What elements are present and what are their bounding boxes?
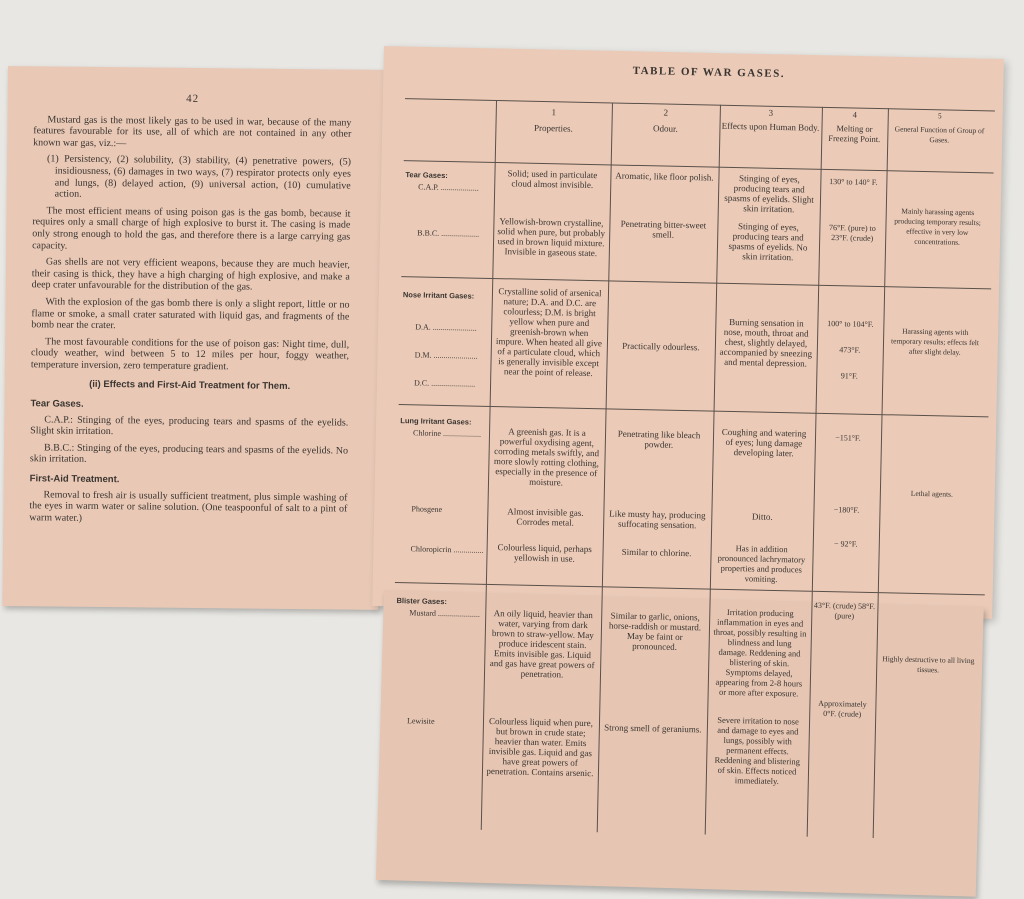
page-number: 42	[186, 92, 200, 106]
effects-phosgene: Ditto.	[751, 511, 773, 522]
paragraph-cap: C.A.P.: Stinging of the eyes, producing tears and spasms of the eyelids. Slight skin irritation.	[30, 414, 349, 438]
melting-dc: 91°F.	[840, 371, 858, 381]
gas-name-mustard: Mustard .....................	[409, 608, 481, 619]
paragraph-gas-shells: Gas shells are not very efficient weapons, because they are much heavier, their casing is thick, they have a high charging of high explosive, and make a deep crater unfavourable for the distribution of the gas.	[31, 256, 350, 293]
group-nose-irritant: Nose Irritant Gases:	[402, 290, 475, 301]
paragraph-feature-list: (1) Persistency, (2) solubility, (3) stability, (4) penetrative powers, (5) insidiousness, (6) damages in two ways, (7) respirator protects only eyes and lungs, (8) delayed action, (9) universal action, (10) cumulative action.	[46, 153, 352, 200]
properties-lewisite: Colourless liquid when pure, but brown in crude state; heavier than water. Emits invisible gas. Liquid and gas have great powers of penetration. Contains arsenic.	[486, 716, 594, 779]
melting-chlorine: −151°F.	[835, 433, 861, 443]
effects-chloropicrin: Has in addition pronounced lachrymatory properties and produces vomiting.	[717, 543, 806, 585]
effects-cap: Stinging of eyes, producing tears and spasms of eyelids. Slight skin irritation.	[724, 173, 814, 215]
effects-bbc: Stinging of eyes, producing tears and spasms of eyelids. No skin irritation.	[728, 221, 808, 263]
gas-name-dm: D.M. ......................	[414, 350, 478, 361]
properties-chloropicrin: Colourless liquid, perhaps yellowish in use.	[497, 542, 592, 564]
properties-bbc: Yellowish-brown crystalline, solid when pure, but probably used in brown liquid mixture. Invisible in gaseous state.	[497, 216, 606, 259]
group-blister: Blister Gases:	[396, 596, 448, 607]
gas-name-bbc: B.B.C. ...................	[417, 228, 480, 239]
melting-cap: 130° to 140° F.	[829, 177, 878, 188]
paragraph-first-aid: Removal to fresh air is usually sufficient treatment, plus simple washing of the eyes in warm water or saline solution. (One teaspoonful of salt to a pint of warm water.)	[29, 489, 348, 524]
gas-name-chloropicrin: Chloropicrin ...............	[410, 544, 484, 555]
paragraph-bbc: B.B.C.: Stinging of the eyes, producing tears and spasms of the eyelids. No skin irritation.	[29, 442, 349, 466]
odour-bbc: Penetrating bitter-sweet smell.	[620, 218, 707, 240]
paragraph-gas-bomb: The most efficient means of using poison gas is the gas bomb, because it requires only a small charge of high explosive to burst it. The casing is made only strong enough to hold the gas, and therefore there is a large carrying gas capacity.	[32, 205, 351, 252]
properties-chlorine: A greenish gas. It is a powerful oxydising agent, corroding metals swiftly, and more slowly rotting clothing, especially in the presence of moisture.	[493, 426, 600, 488]
melting-phosgene: −180°F.	[833, 505, 860, 515]
gas-name-lewisite: Lewisite	[406, 716, 435, 726]
group-lung-irritant: Lung Irritant Gases:	[400, 416, 472, 427]
effects-mustard: Irritation producing inflammation in eyes and throat, possibly resulting in blindness and lung damage. Reddening and blistering of skin. Symptoms delayed, appearing from 2-8 hours or more after exposure.	[713, 606, 807, 699]
odour-mustard: Similar to garlic, onions, horse-raddish or mustard. May be faint or pronounced.	[608, 610, 702, 652]
header-effects: 3 Effects upon Human Body.	[721, 107, 820, 133]
gas-name-chlorine: Chlorine ...................	[412, 428, 482, 439]
paragraph-conditions: The most favourable conditions for the use of poison gas: Night time, dull, cloudy weather, wind between 5 to 12 miles per hour, foggy weather, temperature inversion, zero temperature gradient.	[30, 336, 350, 373]
melting-dm: 473°F.	[839, 345, 861, 355]
properties-phosgene: Almost invisible gas. Corrodes metal.	[507, 506, 584, 528]
function-lung: Lethal agents.	[910, 488, 953, 499]
heading-effects: (ii) Effects and First-Aid Treatment for Them.	[89, 379, 291, 393]
melting-bbc: 76°F. (pure) to 23°F. (crude)	[828, 223, 876, 243]
odour-phosgene: Like musty hay, producing suffocating sensation.	[609, 508, 706, 531]
effects-nose: Burning sensation in nose, mouth, throat and chest, slightly delayed, accompanied by sneezing and mental depression.	[719, 316, 813, 369]
paragraph-explosion: With the explosion of the gas bomb there is only a slight report, little or no flame or smoke, a small crater saturated with liquid gas, and fragments of the bomb near the crater.	[31, 296, 350, 332]
header-melting: 4 Melting or Freezing Point.	[828, 109, 881, 145]
odour-cap: Aromatic, like floor polish.	[615, 170, 714, 183]
header-properties: 1 Properties.	[533, 107, 573, 134]
function-blister: Highly destructive to all living tissues.	[882, 654, 975, 675]
properties-cap: Solid; used in particulate cloud almost invisible.	[507, 168, 598, 191]
melting-mustard: 43°F. (crude) 58°F. (pure)	[813, 600, 876, 621]
gas-name-dc: D.C. ......................	[413, 378, 476, 389]
function-tear: Mainly harassing agents producing temporary results; effective in very low concentrations.	[894, 206, 981, 247]
gas-name-cap: C.A.P. ...................	[418, 182, 479, 193]
effects-lewisite: Severe irritation to nose and damage to eyes and lungs, possibly with permanent effects. Reddening and blistering of skin. Effects noticed immediately.	[714, 714, 801, 787]
function-nose: Harassing agents with temporary results; effects felt after slight delay.	[890, 326, 980, 357]
effects-chlorine: Coughing and watering of eyes; lung damage developing later.	[721, 426, 807, 459]
heading-tear-gases: Tear Gases.	[30, 398, 84, 410]
odour-lewisite: Strong smell of geraniums.	[604, 722, 702, 735]
properties-nose: Crystalline solid of arsenical nature; D.A. and D.C. are colourless; D.M. is bright yellow when pure and greenish-brown when impure. When heated all give of a particulate cloud, which is generally invisible except near the point of release.	[495, 286, 603, 379]
melting-chloropicrin: − 92°F.	[833, 539, 858, 549]
header-odour: 2 Odour.	[652, 107, 678, 134]
melting-lewisite: Approximately 0°F. (crude)	[818, 698, 867, 719]
header-function: 5 General Function of Group of Gases.	[894, 111, 985, 145]
group-tear-gases: Tear Gases:	[405, 170, 448, 181]
table-title: TABLE OF WAR GASES.	[632, 64, 786, 81]
odour-nose: Practically odourless.	[622, 340, 700, 353]
odour-chlorine: Penetrating like bleach powder.	[617, 428, 701, 450]
heading-first-aid: First-Aid Treatment.	[29, 473, 120, 486]
properties-mustard: An oily liquid, heavier than water, varying from dark brown to straw-yellow. May produce iridescent stain. Emits invisible gas. Liquid and gas have great powers of penetration.	[489, 608, 595, 680]
melting-da: 100° to 104°F.	[827, 318, 874, 329]
odour-chloropicrin: Similar to chlorine.	[621, 546, 692, 559]
gas-name-da: D.A. ......................	[415, 322, 477, 333]
paragraph-mustard-intro: Mustard gas is the most likely gas to be used in war, because of the many features favourable for its use, all of which are not contained in any other known war gas, viz.:—	[33, 114, 352, 150]
gas-name-phosgene: Phosgene	[411, 504, 443, 514]
